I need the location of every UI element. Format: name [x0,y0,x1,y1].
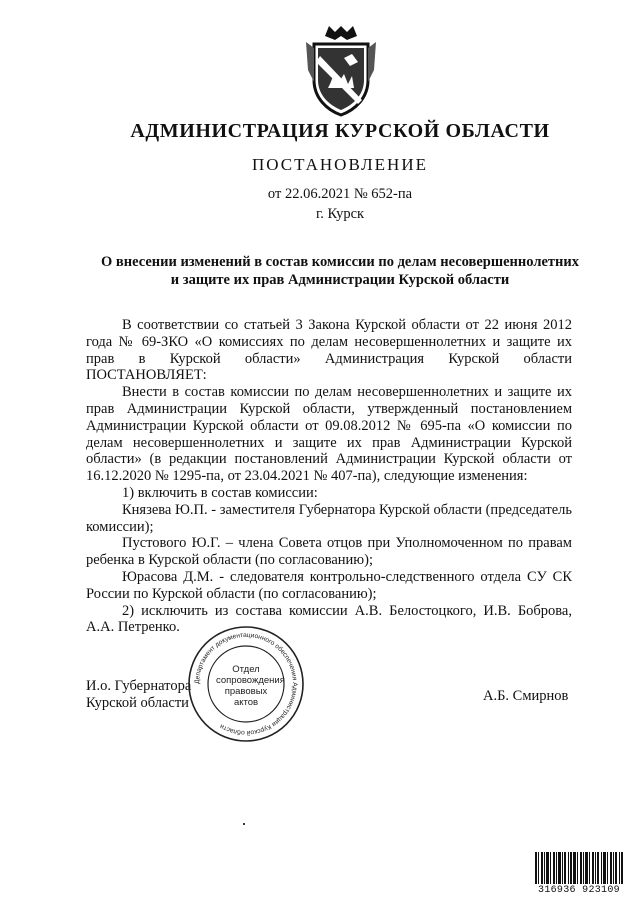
body-item-exclude: 2) исключить из состава комиссии А.В. Белостоцкого, И.В. Боброва, А.А. Петренко. [86,602,572,636]
body-member-knyazev: Князева Ю.П. - заместителя Губернатора Курской области (председатель комиссии); [86,501,572,535]
stamp-center-text [216,664,285,708]
document-subject [70,253,610,289]
signatory-position-line-2: Курской области [86,695,189,711]
scan-speck [243,823,245,825]
document-number-date: от 22.06.2021 № 652-па [267,186,413,202]
body-member-pustovoy: Пустового Ю.Г. – члена Совета отцов при Уполномоченном по правам ребенка в Курской области (по согласованию); [86,535,572,569]
stamp-ring-text: Департамент документационного обеспечения Администрации Курской области [193,631,299,737]
subject-line-1: О внесении изменений в состав комиссии по делам несовершеннолетних [101,254,579,270]
subject-line-2: и защите их прав Администрации Курской области [170,272,510,288]
body-paragraph-changes: Внести в состав комиссии по делам несовершеннолетних и защите их прав Администрации Курской области, утвержденный постановлением Администрации Курской области от 09.08.2012 № 695-па «О комиссии по делам несовершеннолетних и защите их прав Администрации Курской области» (в редакции постановлений Администрации Курской области от 16.12.2020 № 1295-па, от 23.04.2021 № 407-па), следующие изменения: [86,384,572,485]
organization-title: АДМИНИСТРАЦИЯ КУРСКОЙ ОБЛАСТИ [130,120,550,142]
document-body [86,317,572,636]
body-member-yurasov: Юрасова Д.М. - следователя контрольно-следственного отдела СУ СК России по Курской области (по согласованию); [86,568,572,602]
document-city: г. Курск [315,206,365,222]
stamp-line-1: Отдел [232,664,260,675]
barcode-number: 316936 923109 [538,885,620,896]
signatory-position-line-1: И.о. Губернатора [86,678,192,694]
kursk-coat-of-arms-icon [300,22,382,118]
document-type: ПОСТАНОВЛЕНИЕ [251,155,428,174]
stamp-line-2: сопровождения [216,675,285,686]
stamp-line-4: актов [233,697,259,708]
signatory-name: А.Б. Смирнов [483,688,569,704]
signatory-position [86,678,191,712]
stamp-line-3: правовых [224,686,268,697]
body-paragraph-preamble: В соответствии со статьей 3 Закона Курской области от 22 июня 2012 года № 69-ЗКО «О комиссиях по делам несовершеннолетних и защите их прав в Курской области» Администрация Курской области ПОСТАНОВЛЯЕТ: [86,317,572,384]
body-item-include: 1) включить в состав комиссии: [122,484,318,501]
